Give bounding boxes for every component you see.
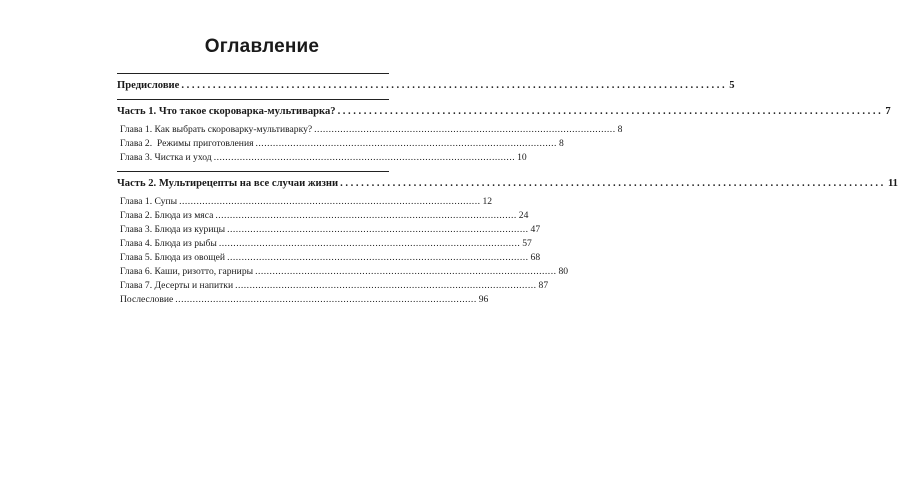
toc-entry-chapter[interactable] bbox=[117, 237, 532, 251]
dot-leader: ........................................................................................................ bbox=[218, 238, 521, 249]
toc-entry-label: Глава 1. Супы bbox=[120, 196, 178, 207]
dot-leader: ........................................................................................................ bbox=[337, 106, 884, 117]
toc-entry-afterword[interactable] bbox=[117, 293, 489, 307]
dot-leader: ........................................................................................................ bbox=[227, 252, 529, 263]
toc-entry-page: 12 bbox=[482, 196, 493, 207]
toc-entry-page: 5 bbox=[729, 80, 735, 91]
toc-entry-part-1[interactable] bbox=[117, 105, 891, 119]
dot-leader: ........................................................................................................ bbox=[179, 196, 481, 207]
dot-leader: ........................................................................................................ bbox=[215, 210, 517, 221]
table-of-contents bbox=[117, 36, 898, 307]
toc-entry-label: Часть 2. Мультирецепты на все случаи жизни bbox=[117, 178, 339, 189]
toc-entry-page: 80 bbox=[558, 266, 569, 277]
dot-leader: ........................................................................................................ bbox=[255, 266, 557, 277]
dot-leader: ........................................................................................................ bbox=[314, 124, 616, 135]
toc-entry-page: 8 bbox=[617, 124, 623, 135]
toc-entry-label: Предисловие bbox=[117, 80, 180, 91]
dot-leader: ........................................................................................................ bbox=[340, 178, 886, 189]
toc-entry-label: Глава 2. Блюда из мяса bbox=[120, 210, 214, 221]
toc-entry-page: 8 bbox=[558, 138, 564, 149]
toc-entry-label: Глава 1. Как выбрать скороварку-мультиварку? bbox=[120, 124, 313, 135]
toc-entry-page: 87 bbox=[538, 280, 549, 291]
toc-entry-page: 11 bbox=[887, 178, 898, 189]
toc-entry-chapter[interactable] bbox=[117, 137, 564, 151]
toc-entry-label: Глава 3. Чистка и уход bbox=[120, 152, 212, 163]
toc-entry-preface[interactable] bbox=[117, 79, 735, 93]
toc-entry-part-2[interactable] bbox=[117, 177, 898, 191]
toc-entry-chapter[interactable] bbox=[117, 195, 493, 209]
toc-entry-chapter[interactable] bbox=[117, 151, 527, 165]
toc-entry-label: Глава 7. Десерты и напитки bbox=[120, 280, 234, 291]
toc-entry-chapter[interactable] bbox=[117, 279, 549, 293]
dot-leader: ........................................................................................................ bbox=[181, 80, 728, 91]
dot-leader: ........................................................................................................ bbox=[235, 280, 537, 291]
toc-entry-page: 10 bbox=[517, 152, 527, 163]
toc-entry-page: 96 bbox=[478, 294, 489, 305]
toc-entry-label: Глава 2. Режимы приготовления bbox=[120, 138, 254, 149]
toc-entry-label: Глава 3. Блюда из курицы bbox=[120, 224, 226, 235]
toc-entry-chapter[interactable] bbox=[117, 223, 541, 237]
toc-entry-label: Послесловие bbox=[120, 294, 174, 305]
dot-leader: ........................................................................................................ bbox=[227, 224, 529, 235]
toc-entry-chapter[interactable] bbox=[117, 123, 623, 137]
toc-entry-label: Глава 4. Блюда из рыбы bbox=[120, 238, 217, 249]
toc-entry-page: 47 bbox=[530, 224, 541, 235]
dot-leader: ........................................................................................................ bbox=[213, 152, 516, 163]
toc-entry-chapter[interactable] bbox=[117, 265, 569, 279]
toc-entry-page: 57 bbox=[522, 238, 532, 249]
toc-entry-label: Часть 1. Что такое скороварка-мультиварка? bbox=[117, 106, 336, 117]
toc-entry-page: 24 bbox=[518, 210, 529, 221]
dot-leader: ........................................................................................................ bbox=[175, 294, 477, 305]
toc-entry-label: Глава 5. Блюда из овощей bbox=[120, 252, 226, 263]
toc-entry-label: Глава 6. Каши, ризотто, гарниры bbox=[120, 266, 254, 277]
toc-title: Оглавление bbox=[204, 36, 320, 57]
toc-entry-page: 7 bbox=[885, 106, 891, 117]
toc-entry-chapter[interactable] bbox=[117, 251, 541, 265]
toc-entry-chapter[interactable] bbox=[117, 209, 529, 223]
dot-leader: ........................................................................................................ bbox=[255, 138, 557, 149]
toc-entry-page: 68 bbox=[530, 252, 541, 263]
